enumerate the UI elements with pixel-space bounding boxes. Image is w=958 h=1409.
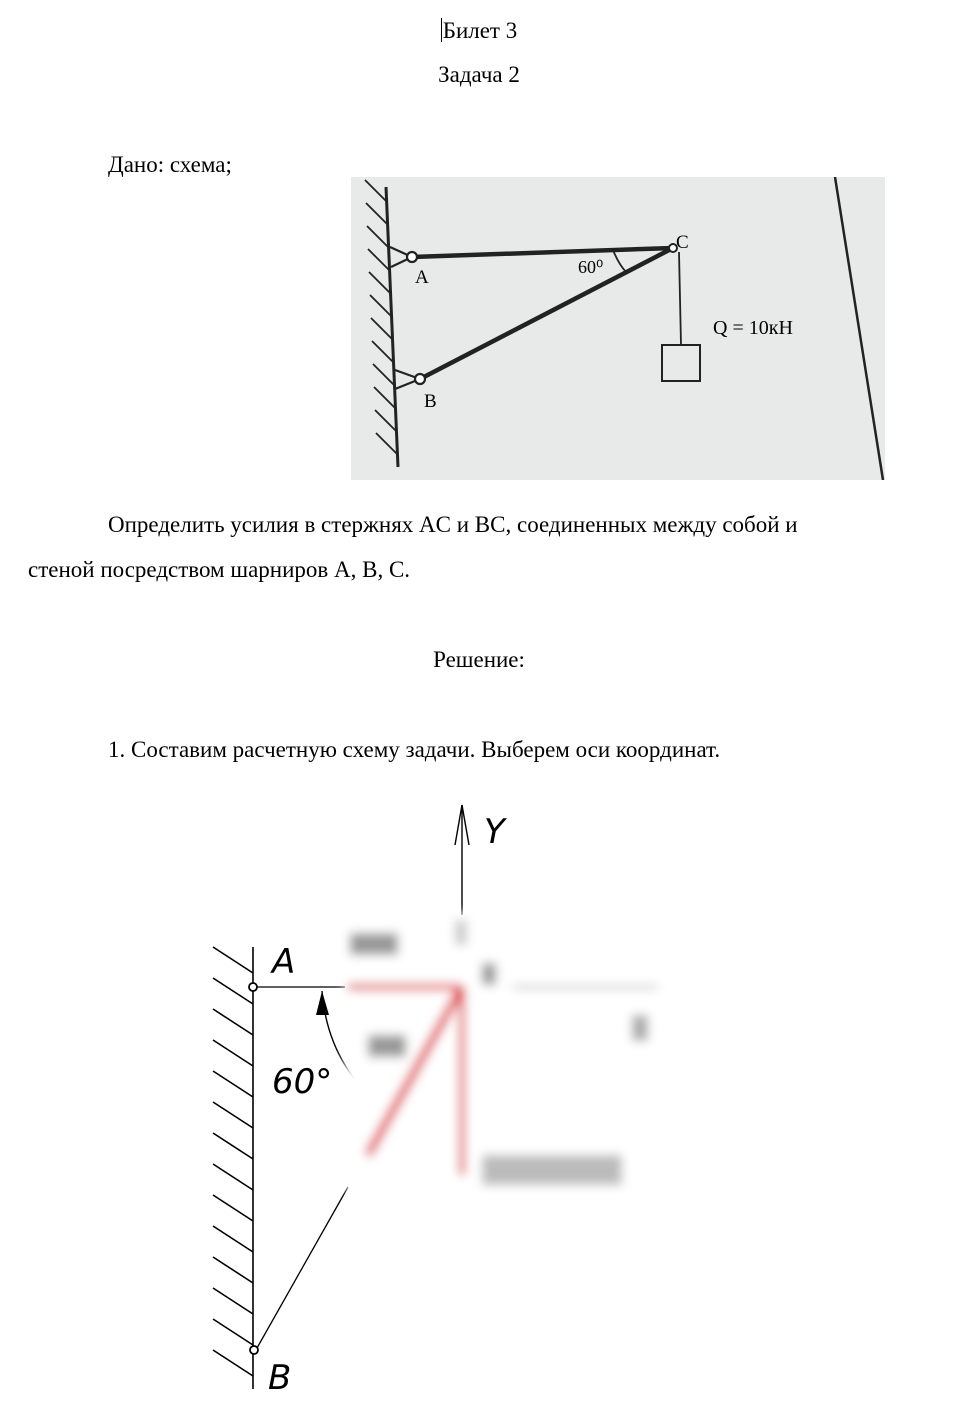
hinge-b [415, 374, 425, 384]
scheme-hinge-b [250, 1346, 258, 1354]
step-1-text: 1. Составим расчетную схему задачи. Выберем оси координат. [108, 737, 721, 762]
scheme-label-a: A [272, 942, 296, 982]
photo-angle-label: 60⁰ [578, 257, 604, 277]
blurred-forces-region [345, 913, 675, 1191]
scheme-angle-arrowhead [316, 991, 329, 1015]
photo-background [351, 177, 885, 480]
scheme-wall-hatching [213, 947, 253, 1376]
task-title: Задача 2 [438, 62, 520, 87]
scheme-hinge-a [249, 983, 257, 991]
given-text: Дано: схема; [108, 152, 232, 177]
text-cursor [441, 18, 442, 42]
ticket-title: Билет 3 [442, 18, 518, 43]
photo-label-b: B [424, 391, 437, 412]
hinge-a [407, 252, 417, 262]
given-scheme-photo [351, 177, 885, 480]
axis-y-label: Y [484, 812, 505, 852]
photo-label-c: C [676, 232, 689, 253]
calculation-scheme [200, 795, 720, 1395]
solution-heading: Решение: [433, 647, 525, 672]
scheme-angle-label: 60° [272, 1062, 333, 1102]
question-line-2: стеной посредством шарниров A, B, C. [28, 557, 411, 582]
photo-load-label: Q = 10кН [713, 317, 793, 339]
question-line-1: Определить усилия в стержнях AC и BC, соединенных между собой и [108, 512, 798, 537]
scheme-rod-bc [257, 1187, 348, 1348]
scheme-label-b: B [268, 1358, 292, 1395]
photo-label-a: A [415, 267, 429, 288]
